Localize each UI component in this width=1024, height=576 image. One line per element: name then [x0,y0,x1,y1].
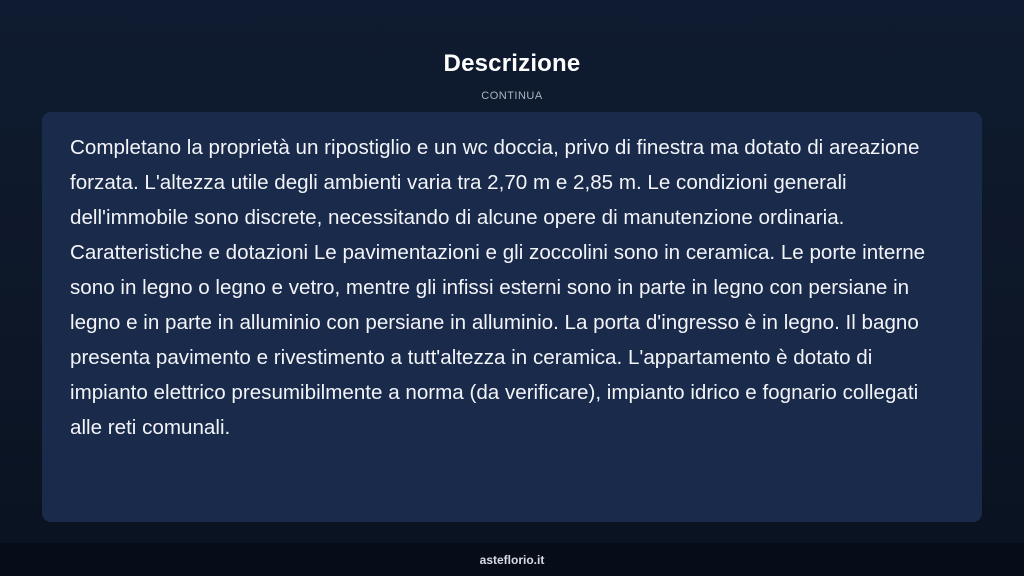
description-text: Completano la proprietà un ripostiglio e un wc doccia, privo di finestra ma dotato di areazione forzata. L'altezza utile degli ambienti varia tra 2,70 m e 2,85 m. Le condizioni generali dell'immobile sono discrete, necessitando di alcune opere di manutenzione ordinaria. Caratteristiche e dotazioni Le pavimentazioni e gli zoccolini sono in ceramica. Le porte interne sono in legno o legno e vetro, mentre gli infissi esterni sono in parte in legno con persiane in legno e in parte in alluminio con persiane in alluminio. La porta d'ingresso è in legno. Il bagno presenta pavimento e rivestimento a tutt'altezza in ceramica. L'appartamento è dotato di impianto elettrico presumibilmente a norma (da verificare), impianto idrico e fognario collegati alle reti comunali. [70,136,926,439]
page-subtitle: CONTINUA [481,90,543,102]
page-title: Descrizione [443,50,581,77]
site-name: asteflorio.it [479,553,545,567]
description-card [42,112,982,522]
footer-bar [0,543,1024,576]
